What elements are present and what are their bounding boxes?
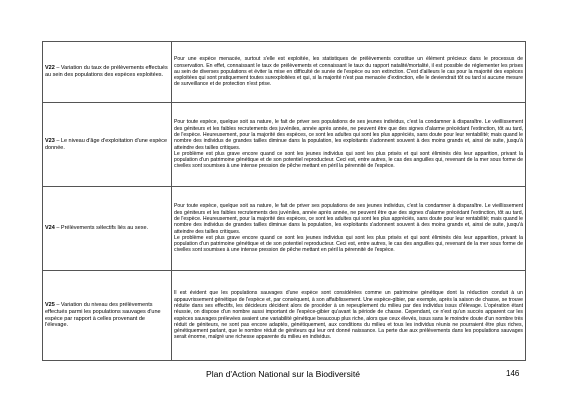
- variables-table: [42, 41, 526, 361]
- variable-code: V23: [45, 137, 55, 144]
- variable-label: – Le niveau d'âge d'exploitation d'une espèce donnée.: [45, 137, 168, 151]
- variable-code: V22: [45, 65, 55, 72]
- variable-description-cell: [172, 271, 526, 361]
- description-paragraph: Le problème est plus grave encore quand ce sont les jeunes individus qui sont les plus prisés et qui sont éliminés dès leur apparition, privant la population d'un patrimoine génétique et de son potentiel reproducteur. Ceci est, entre autres, le cas des anguilles qui, revenant de la mer sous forme de civelles sont soumises à une intense pression de pêche mettant en péril la pérennité de l'espèce.: [174, 150, 523, 170]
- variable-label-cell: [43, 271, 172, 361]
- footer-title: Plan d'Action National sur la Biodiversité: [205, 369, 361, 379]
- variable-label: – Variation du niveau des prélèvements effectués parmi les populations sauvages d'une espèce par rapport à celles provenant de l'élevage.: [45, 301, 161, 329]
- page-number: 146: [506, 369, 520, 378]
- description-paragraph: Pour une espèce menacée, surtout s'elle est exploitée, les statistiques de prélèvements constitue un élément précieux dans le processus de conservation. En effet, connaissant le taux de prélèvements et connaissant le taux du rapport natalité/mortalité, il est possible de réglementer les prises au sein de diverses populations et éviter la mise en difficulté de survie de l'espèce ou son extinction. C'est d'ailleurs le cas pour la majorité des espèces exploitées qui sont pratiquement toutes surexploitées et qui, si la majorité n'est pas menacée d'extinction, elle le deviendrait tôt ou tard si aucune mesure de surveillance et de protection n'est prise.: [174, 56, 523, 88]
- table-row: [43, 271, 526, 361]
- description-paragraph: Le problème est plus grave encore quand ce sont les jeunes individus qui sont les plus prisés et qui sont éliminés dès leur apparition, privant la population d'un patrimoine génétique et de son potentiel reproducteur. Ceci est, entre autres, le cas des anguilles qui, revenant de la mer sous forme de civelles sont soumises à une intense pression de pêche mettant en péril la pérennité de l'espèce.: [174, 234, 523, 254]
- variable-label: – Prélèvements sélectifs liés au sexe.: [54, 225, 149, 232]
- description-paragraph: Pour toute espèce, quelque soit sa nature, le fait de priver ses populations de ses jeunes individus, c'est la condamner à disparaître. Le vieillissement des géniteurs et les faibles recrutements des juvéniles, année après année, ne peuvent être que des signes d'alarme précédant l'extinction, tôt au tard, de l'espèce. Heureusement, pour la majorité des espèces, ce sont les adultes qui sont les plus appréciés, sans doute pour leur rentabilité; mais quand le nombre des individus de grandes tailles diminue dans la population, les exploitants s'adonnent souvent à des moins grands et, ainsi de suite, jusqu'à atteindre des tailles critiques.: [174, 119, 523, 151]
- variable-code: V24: [45, 225, 55, 232]
- table-row: [43, 187, 526, 271]
- variable-label-cell: [43, 103, 172, 187]
- variable-label-cell: [43, 42, 172, 103]
- table-row: [43, 103, 526, 187]
- description-paragraph: Il est évident que les populations sauvages d'une espèce sont considérées comme un patrimoine génétique dont la réduction conduit à un appauvrissement génétique de l'espèce et, par conséquent, à son affaiblissement. Une espèce-gibier, par exemple, après la saison de chasse, se trouve réduite dans ses effectifs, les décideurs décident alors de procéder à un repeuplement du milieu par des individus issus d'élevage. L'opération étant réussie, on dispose d'un nombre aussi important de l'espèce-gibier qu'avant la période de chasse. Cependant, ce n'est qu'un succès apparent car les espèces sauvages prélevées avaient une variabilité génétique beaucoup plus riche, alors que ceux élevés, issus sans le moindre doute d'un nombre très réduit de géniteurs, ne sont pas encore adaptés, génétiquement, aux conditions du milieu et tous les individus réunis ne pourraient être plus riches, génétiquement parlant, que le nombre réduit de géniteurs qui leur ont donné naissance. La perte due aux prélèvements dans les populations sauvages serait énorme, malgré une richesse apparente du milieu en individus.: [174, 290, 523, 341]
- variable-description-cell: [172, 103, 526, 187]
- variable-description-cell: [172, 42, 526, 103]
- variable-label: – Variation du taux de prélèvements effectués au sein des populations des espèces exploitées.: [45, 65, 168, 78]
- variable-code: V25: [45, 301, 55, 308]
- variable-label-cell: [43, 187, 172, 271]
- variable-description-cell: [172, 187, 526, 271]
- description-paragraph: Pour toute espèce, quelque soit sa nature, le fait de priver ses populations de ses jeunes individus, c'est la condamner à disparaître. Le vieillissement des géniteurs et les faibles recrutements des juvéniles, année après année, ne peuvent être que des signes d'alarme précédant l'extinction, tôt au tard, de l'espèce. Heureusement, pour la majorité des espèces, ce sont les adultes qui sont les plus appréciés, sans doute pour leur rentabilité; mais quand le nombre des individus de grandes tailles diminue dans la population, les exploitants s'adonnent souvent à des moins grands et, ainsi de suite, jusqu'à atteindre des tailles critiques.: [174, 203, 523, 235]
- table-row: [43, 42, 526, 103]
